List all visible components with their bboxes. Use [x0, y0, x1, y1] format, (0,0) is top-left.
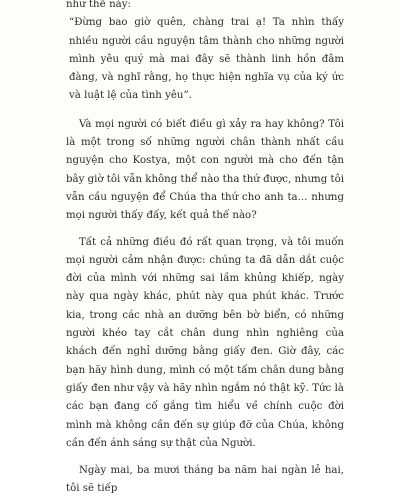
quote-paragraph: “Đừng bao giờ quên, chàng trai ạ! Ta nhìn thấy nhiều người cầu nguyện tâm thành cho những người mình yêu quý mà mai đây sẽ thành linh hồn đâm đàng, và nghĩ rằng, họ thực hiện nghĩa vụ của ký ức và luật lệ của tình yêu”.: [69, 17, 344, 102]
text-column: [66, 0, 344, 499]
paragraph-intro: như thế này:: [66, 0, 131, 10]
paragraph-silhouette: Tất cả những điều đó rất quan trọng, và tôi muốn mọi người cảm nhận được: chúng ta đã dẫn dắt cuộc đời của mình với những sai lầm khủng khiếp, ngày này qua ngày khác, phút này qua phút khác. Trước kia, trong các nhà an dưỡng bên bờ biển, có những người khéo tay cắt chân dung nhìn nghiêng của khách đến nghỉ dưỡng bằng giấy đen. Giờ đây, các bạn hãy hình dung, mình có một tấm chân dung bằng giấy đen như vậy và hãy nhìn ngắm nó thật kỹ. Tức là các bạn đang cố gắng tìm hiểu về chính cuộc đời mình mà không cần đến sự giúp đỡ của Chúa, không cần đến ánh sáng sự thật của Người.: [66, 236, 344, 449]
paragraph-tomorrow: Ngày mai, ba mươi tháng ba năm hai ngàn lẻ hai, tôi sẽ tiếp: [66, 465, 344, 495]
paragraph-kostya: Và mọi người có biết điều gì xảy ra hay không? Tôi là một trong số những người chân thành nhất cầu nguyện cho Kostya, một con người mà cho đến tận bây giờ tôi vẫn không thể nào tha thứ được, nhưng tôi vẫn cầu nguyện để Chúa tha thứ cho anh ta... nhưng mọi người thấy đấy, kết quả thế nào?: [66, 118, 344, 222]
